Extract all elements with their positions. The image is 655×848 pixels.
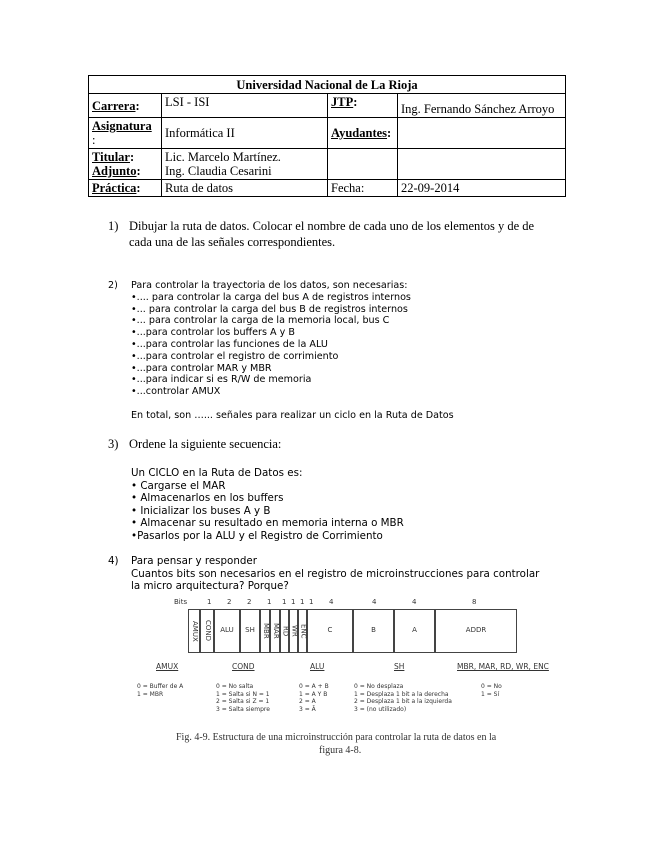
question-3 (108, 436, 568, 452)
adjunto-value: Ing. Claudia Cesarini (165, 164, 272, 178)
ayudantes-value (398, 118, 566, 149)
question-3-line: • Almacenarlos en los buffers (131, 492, 284, 505)
question-3-line: •Pasarlos por la ALU y el Registro de Corrimiento (131, 529, 383, 542)
asignatura-value: Informática II (162, 118, 328, 149)
microinstruction-figure (136, 595, 576, 765)
legend-sh-title: SH (394, 662, 405, 671)
bit-count: 1 (282, 598, 287, 606)
legend-entry: 0 = No (481, 683, 502, 690)
bit-count: 4 (372, 598, 377, 606)
question-2-line: •.... para controlar la carga del bus A de registros internos (131, 291, 411, 303)
titular-value: Lic. Marcelo Martínez. (165, 150, 281, 164)
field-a: A (394, 609, 435, 653)
legend-alu (299, 683, 329, 713)
practica-label: Práctica (92, 181, 137, 195)
header-table: Universidad Nacional de La Rioja Carrera: LSI - ISI JTP: Ing. Fernando Sánchez Arroyo Asignatura : Informática II Ayudantes: Titular: Adjunto: Lic. Marcelo Martínez. Ing. Claudia Cesarini Práctica: Ruta de datos Fecha: 22-09-2014 (88, 75, 566, 197)
legend-entry: 0 = No salta (216, 683, 254, 690)
field-sh: SH (240, 609, 260, 653)
question-1-number: 1) (108, 219, 119, 233)
question-3-line: Un CICLO en la Ruta de Datos es: (131, 467, 303, 479)
legend-entry: 3 = Salta siempre (216, 705, 270, 713)
legend-entry: 1 = MBR (137, 690, 164, 698)
bit-count: 2 (227, 598, 232, 606)
legend-entry: 0 = Buffer de A (137, 683, 184, 690)
bit-count: 8 (472, 598, 477, 606)
field-b: B (353, 609, 394, 653)
question-2-line: •...para controlar las funciones de la ALU (131, 338, 328, 350)
bit-count: 4 (412, 598, 417, 606)
jtp-label: JTP (331, 95, 354, 109)
question-2-line: •...para controlar el registro de corrimiento (131, 350, 339, 362)
legend-entry: 3 = (no utilizado) (354, 705, 407, 713)
legend-cond (216, 683, 270, 713)
question-2-line: •... para controlar la carga de la memoria local, bus C (131, 315, 390, 327)
bit-count: 2 (247, 598, 252, 606)
legend-mbr (481, 683, 502, 698)
question-2-line: •...para indicar si es R/W de memoria (131, 374, 312, 386)
fecha-value: 22-09-2014 (398, 180, 566, 197)
legend-sh (354, 683, 452, 713)
legend-entry: 1 = A Y B (299, 690, 328, 698)
question-2-line: •...para controlar los buffers A y B (131, 327, 295, 339)
question-3-list (131, 467, 404, 543)
question-4-line: Para pensar y responder (131, 555, 257, 567)
legend-entry: 1 = Desplaza 1 bit a la derecha (354, 690, 449, 698)
question-4-number: 4) (108, 555, 119, 567)
bit-count: 1 (291, 598, 296, 606)
legend-amux (137, 683, 183, 698)
legend-amux-title: AMUX (156, 662, 179, 671)
field-addr: ADDR (435, 609, 517, 653)
question-2-number: 2) (108, 280, 118, 291)
bit-count: 1 (309, 598, 314, 606)
bit-count: 1 (267, 598, 272, 606)
legend-entry: 1 = Salta si N = 1 (216, 690, 270, 698)
question-1 (108, 218, 568, 252)
carrera-label: Carrera (92, 98, 136, 113)
university-title: Universidad Nacional de La Rioja (89, 76, 566, 94)
figure-caption: Fig. 4-9. Estructura de una microinstrucción para controlar la ruta de datos en la (176, 732, 497, 743)
fecha-label: Fecha: (328, 180, 398, 197)
titular-label: Titular (92, 150, 130, 164)
legend-entry: 1 = Sí (481, 690, 500, 698)
question-2-line: •...controlar AMUX (131, 386, 221, 398)
question-2-line: •... para controlar la carga del bus B de registros internos (131, 303, 408, 315)
field-cond: COND (200, 609, 214, 653)
adjunto-label: Adjunto (92, 164, 137, 178)
bits-label: Bits (174, 598, 188, 606)
legend-mbr-title: MBR, MAR, RD, WR, ENC (457, 662, 549, 671)
question-3-line: • Cargarse el MAR (131, 479, 226, 492)
question-2-line: Para controlar la trayectoria de los datos, son necesarias: (131, 280, 408, 291)
jtp-value: Ing. Fernando Sánchez Arroyo (398, 94, 566, 118)
bit-count: 4 (329, 598, 334, 606)
legend-entry: 0 = A + B (299, 683, 329, 690)
question-3-title: Ordene la siguiente secuencia: (129, 437, 282, 451)
question-2-list (131, 280, 411, 398)
question-3-number: 3) (108, 437, 119, 451)
question-1-line: Dibujar la ruta de datos. Colocar el nombre de cada uno de los elementos y de de (129, 219, 535, 233)
asignatura-label: Asignatura (92, 119, 152, 133)
field-alu: ALU (214, 609, 240, 653)
question-3-line: • Almacenar su resultado en memoria interna o MBR (131, 517, 404, 530)
question-3-line: • Inicializar los buses A y B (131, 504, 271, 517)
legend-entry: 3 = Ā (299, 705, 316, 713)
field-enc: ENC (298, 609, 307, 653)
field-c: C (307, 609, 353, 653)
legend-entry: 0 = No desplaza (354, 683, 404, 690)
figure-caption-cont: figura 4-8. (319, 745, 362, 756)
legend-alu-title: ALU (310, 662, 325, 671)
legend-cond-title: COND (232, 662, 255, 671)
legend-entry: 2 = A (299, 698, 316, 706)
field-wr: WR (289, 609, 298, 653)
carrera-value: LSI - ISI (162, 94, 328, 118)
question-4-text (131, 555, 539, 593)
bit-count: 1 (300, 598, 305, 606)
question-4-line: Cuantos bits son necesarios en el registro de microinstrucciones para controlar (131, 567, 540, 580)
field-amux: AMUX (188, 609, 200, 653)
question-2-line: •...para controlar MAR y MBR (131, 362, 272, 374)
legend-entry: 2 = Desplaza 1 bit a la izquierda (354, 698, 452, 706)
practica-value: Ruta de datos (162, 180, 328, 197)
question-1-line: cada una de las señales correspondientes. (129, 235, 336, 249)
field-mar: MAR (270, 609, 280, 653)
field-rd: RD (280, 609, 289, 653)
question-4-line: la micro arquitectura? Porque? (131, 580, 289, 593)
ayudantes-label: Ayudantes (331, 126, 388, 140)
question-2-total: En total, son …... señales para realizar un ciclo en la Ruta de Datos (131, 410, 454, 421)
bit-count: 1 (207, 598, 212, 606)
field-mbr: MBR (260, 609, 270, 653)
legend-entry: 2 = Salta si Z = 1 (216, 698, 270, 706)
